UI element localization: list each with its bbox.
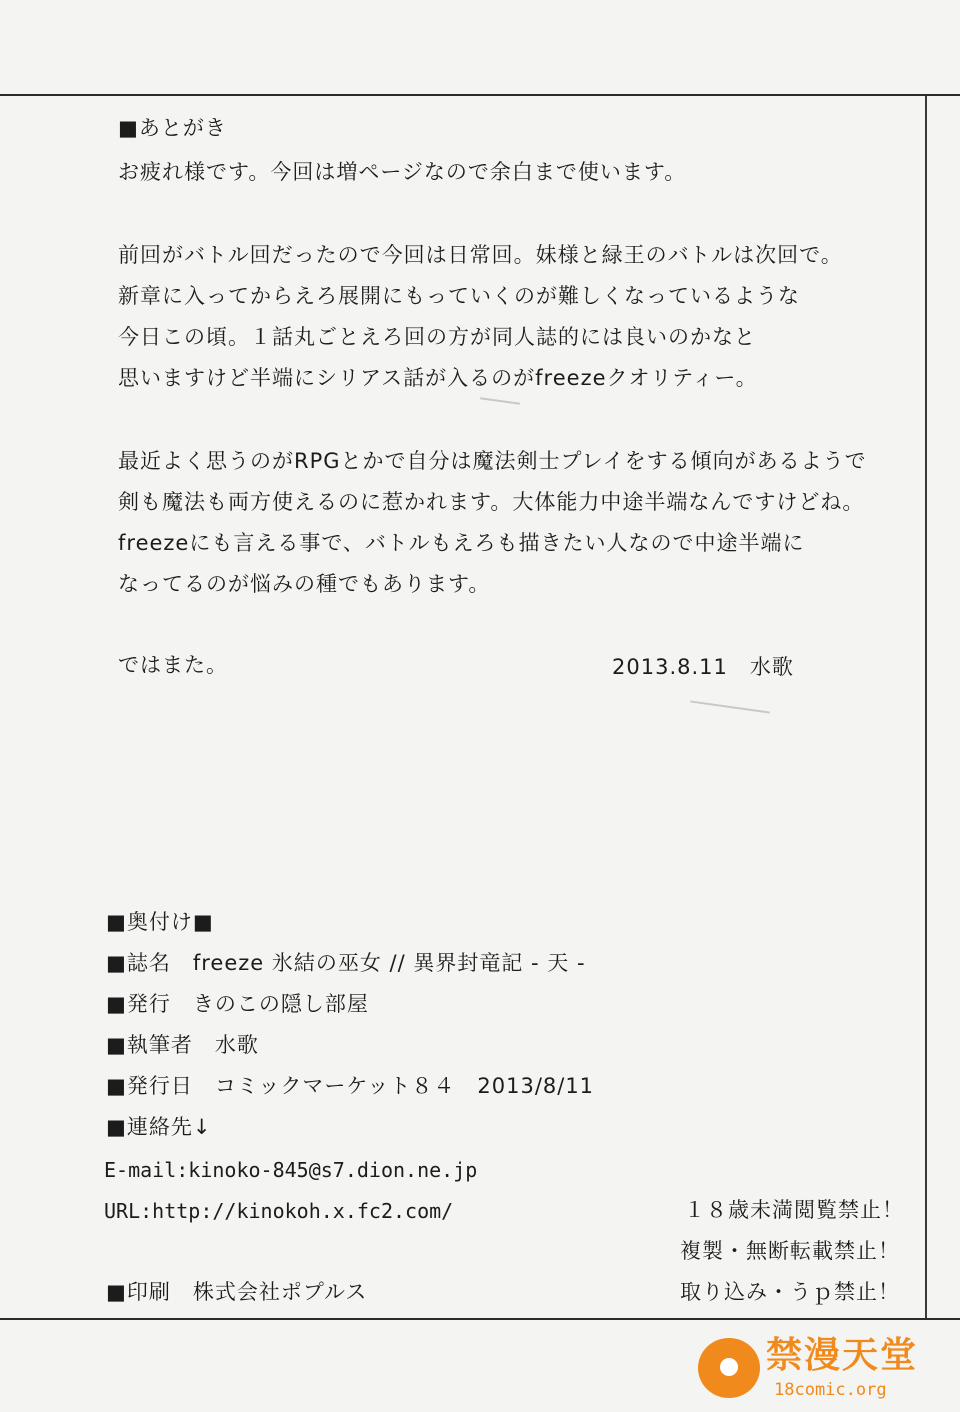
notice-upload: 取り込み・うｐ禁止！ (680, 1280, 900, 1304)
colophon-heading: ■奥付け■ (106, 910, 214, 934)
colophon-email: E-mail:kinoko-845@s7.dion.ne.jp (104, 1158, 478, 1182)
afterword-heading: ■あとがき (118, 116, 227, 140)
afterword-line: freezeにも言える事で、バトルもえろも描きたい人なので中途半端に (118, 531, 805, 555)
afterword-line: 思いますけど半端にシリアス話が入るのがfreezeクオリティー。 (118, 366, 758, 390)
afterword-line: 新章に入ってからえろ展開にもっていくのが難しくなっているような (118, 284, 800, 308)
mascot-icon (698, 1338, 760, 1398)
colophon-printer: ■印刷 株式会社ポプルス (106, 1280, 368, 1304)
afterword-line: 剣も魔法も両方使えるのに惹かれます。大体能力中途半端なんですけどね。 (118, 490, 865, 514)
watermark-logo (698, 1334, 918, 1406)
scan-mark (480, 397, 520, 405)
watermark-name: 禁漫天堂 (766, 1335, 919, 1376)
scan-mark (690, 700, 769, 713)
watermark-url: 18comic.org (774, 1380, 887, 1400)
colophon-date: ■発行日 コミックマーケット８４ 2013/8/11 (106, 1074, 595, 1098)
colophon-author: ■執筆者 水歌 (106, 1033, 259, 1057)
colophon-publisher: ■発行 きのこの隠し部屋 (106, 992, 369, 1016)
afterword-line: お疲れ様です。今回は増ページなので余白まで使います。 (118, 160, 687, 184)
notice-copy: 複製・無断転載禁止！ (680, 1239, 900, 1263)
bottom-border (0, 1318, 960, 1320)
afterword-closing: ではまた。 (118, 653, 228, 677)
colophon-title: ■誌名 freeze 氷結の巫女 // 異界封竜記 - 天 - (106, 951, 586, 975)
afterword-line: なってるのが悩みの種でもあります。 (118, 572, 491, 596)
afterword-signature: 2013.8.11 水歌 (612, 655, 794, 679)
notice-age: １８歳未満閲覧禁止！ (684, 1198, 904, 1222)
top-border (0, 94, 960, 96)
afterword-line: 最近よく思うのがRPGとかで自分は魔法剣士プレイをする傾向があるようで (118, 449, 867, 473)
afterword-line: 今日この頃。１話丸ごとえろ回の方が同人誌的には良いのかなと (118, 325, 756, 349)
right-border (925, 96, 927, 1318)
afterword-line: 前回がバトル回だったので今回は日常回。妹様と緑王のバトルは次回で。 (118, 243, 843, 267)
colophon-contact: ■連絡先↓ (106, 1115, 212, 1139)
colophon-url: URL:http://kinokoh.x.fc2.com/ (104, 1199, 454, 1223)
